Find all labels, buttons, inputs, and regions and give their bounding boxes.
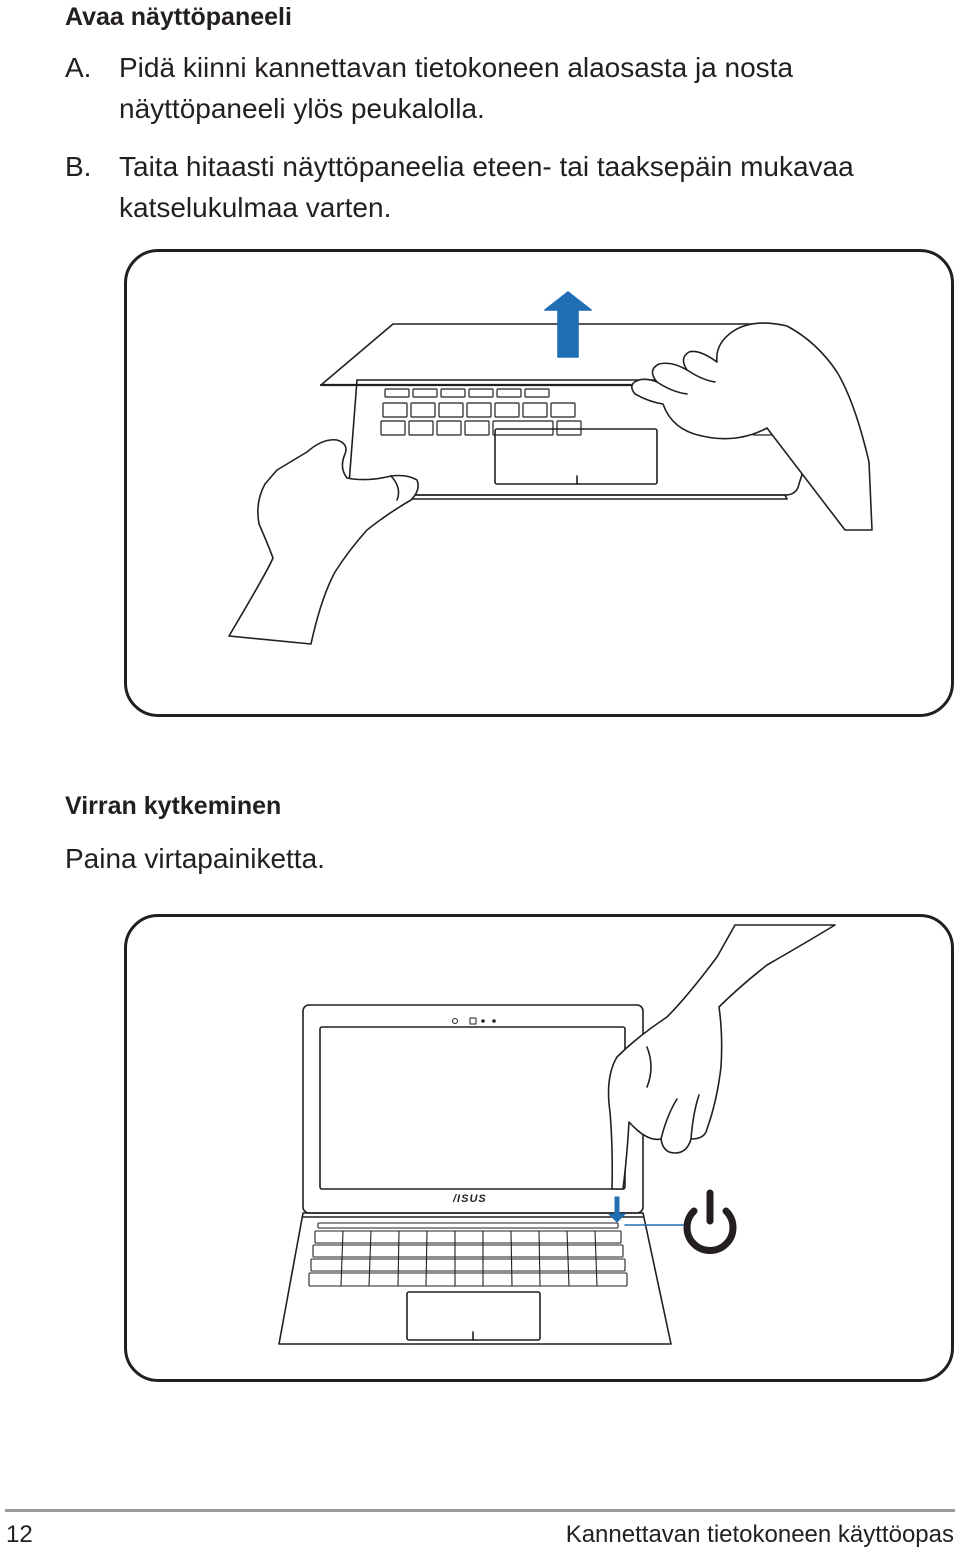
illustration-power-on [124,914,954,1382]
laptop-screen [320,1027,625,1189]
power-icon [687,1193,733,1251]
webcam-icon [453,1019,458,1024]
step-a [65,47,945,129]
illustration-open-display [124,249,954,717]
press-arrow-icon [609,1197,625,1222]
laptop-opening-drawing [127,252,954,717]
page-number: 12 [6,1521,33,1548]
step-letter: B. [65,151,92,182]
keyboard-keys [309,1223,627,1286]
laptop-base [279,1213,671,1344]
step-text: Taita hitaasti näyttöpaneelia eteen- tai taaksepäin mukavaa katselukulmaa varten. [119,151,854,223]
left-hand [229,440,418,644]
section-title-power-on: Virran kytkeminen [65,792,282,820]
laptop-lid [303,1005,643,1213]
step-letter: A. [65,52,92,83]
laptop-base-edge [359,495,787,499]
footer-rule [5,1509,955,1512]
touchpad [495,429,657,484]
step-b [65,146,945,228]
power-instruction: Paina virtapainiketta. [65,843,325,874]
laptop-power-drawing [127,917,954,1382]
brand-logo: /ISUS [453,1193,487,1205]
step-text: Pidä kiinni kannettavan tietokoneen alaosasta ja nosta näyttöpaneeli ylös peukalolla. [119,52,794,124]
section-title-open-display: Avaa näyttöpaneeli [65,3,292,31]
footer-doc-title: Kannettavan tietokoneen käyttöopas [565,1521,954,1548]
